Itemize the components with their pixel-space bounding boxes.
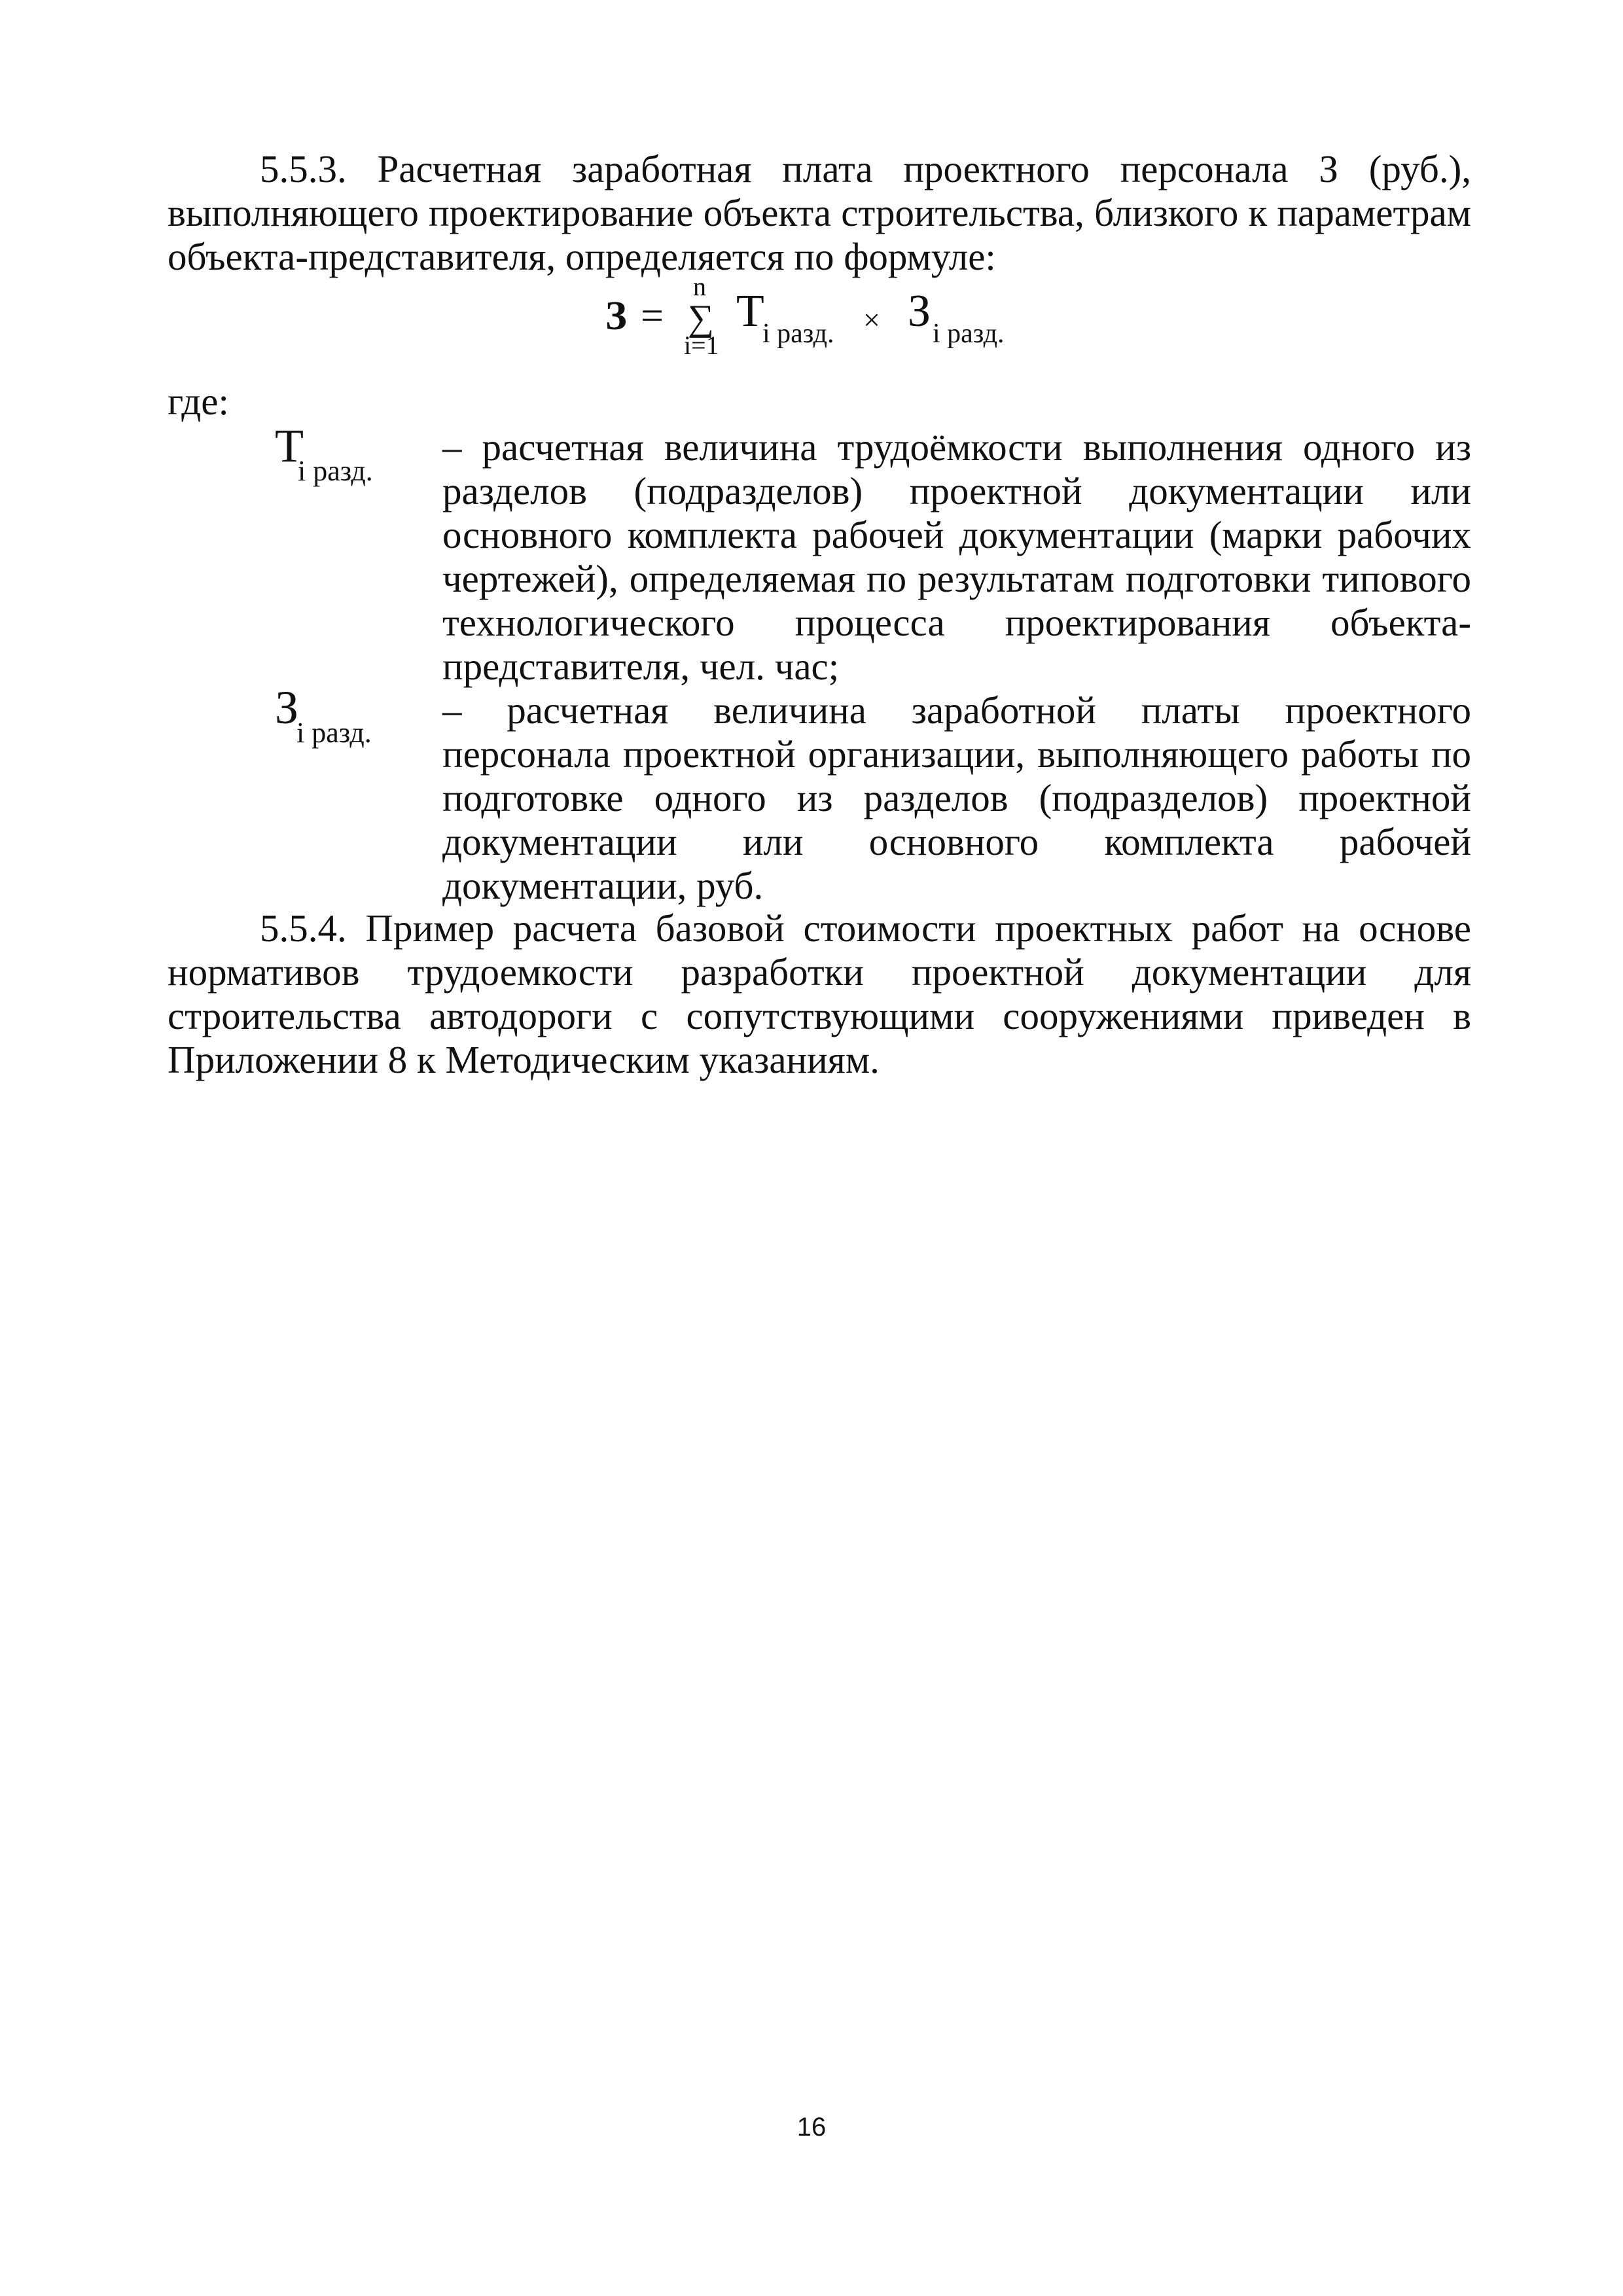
formula-term-z-subscript: i разд. <box>933 319 1005 349</box>
formula-term-t-subscript: i разд. <box>762 319 834 349</box>
formula-term-t: Т <box>736 286 764 336</box>
page-number: 16 <box>796 2113 827 2142</box>
definition-subscript-z: i разд. <box>296 717 372 749</box>
sum-lower-limit: i=1 <box>684 331 719 360</box>
where-label: где: <box>168 380 229 423</box>
formula-equals: = <box>641 294 664 338</box>
formula-lhs: З <box>605 294 627 338</box>
formula-term-z: З <box>908 286 931 336</box>
definition-text-z: – расчетная величина заработной платы проектного персонала проектной организации, выполняющего работы по подготовке одного из разделов (подразделов) проектной документации или основного комплекта рабочей документации, руб. <box>442 689 1471 907</box>
definition-symbol-z: З <box>275 681 299 734</box>
multiply-operator: × <box>863 303 880 336</box>
salary-formula <box>605 272 1103 373</box>
sum-symbol: ∑ <box>688 298 714 338</box>
definition-subscript-t: i разд. <box>298 455 373 487</box>
definition-text-t: – расчетная величина трудоёмкости выполнения одного из разделов (подразделов) проектной документации или основного комплекта рабочей документации (марки рабочих чертежей), определяемая по результатам подготовки типового технологического процесса проектирования объекта-представителя, чел. час; <box>442 425 1471 688</box>
paragraph-5-5-3: 5.5.3. Расчетная заработная плата проектного персонала З (руб.), выполняющего проектирование объекта строительства, близкого к параметрам объекта-представителя, определяется по формуле: <box>168 147 1471 278</box>
sum-upper-limit: n <box>693 272 706 301</box>
paragraph-5-5-4: 5.5.4. Пример расчета базовой стоимости проектных работ на основе нормативов трудоемкости разработки проектной документации для строительства автодороги с сопутствующими сооружениями приведен в Приложении 8 к Методическим указаниям. <box>168 906 1471 1081</box>
definition-symbol-t: Т <box>275 420 304 472</box>
